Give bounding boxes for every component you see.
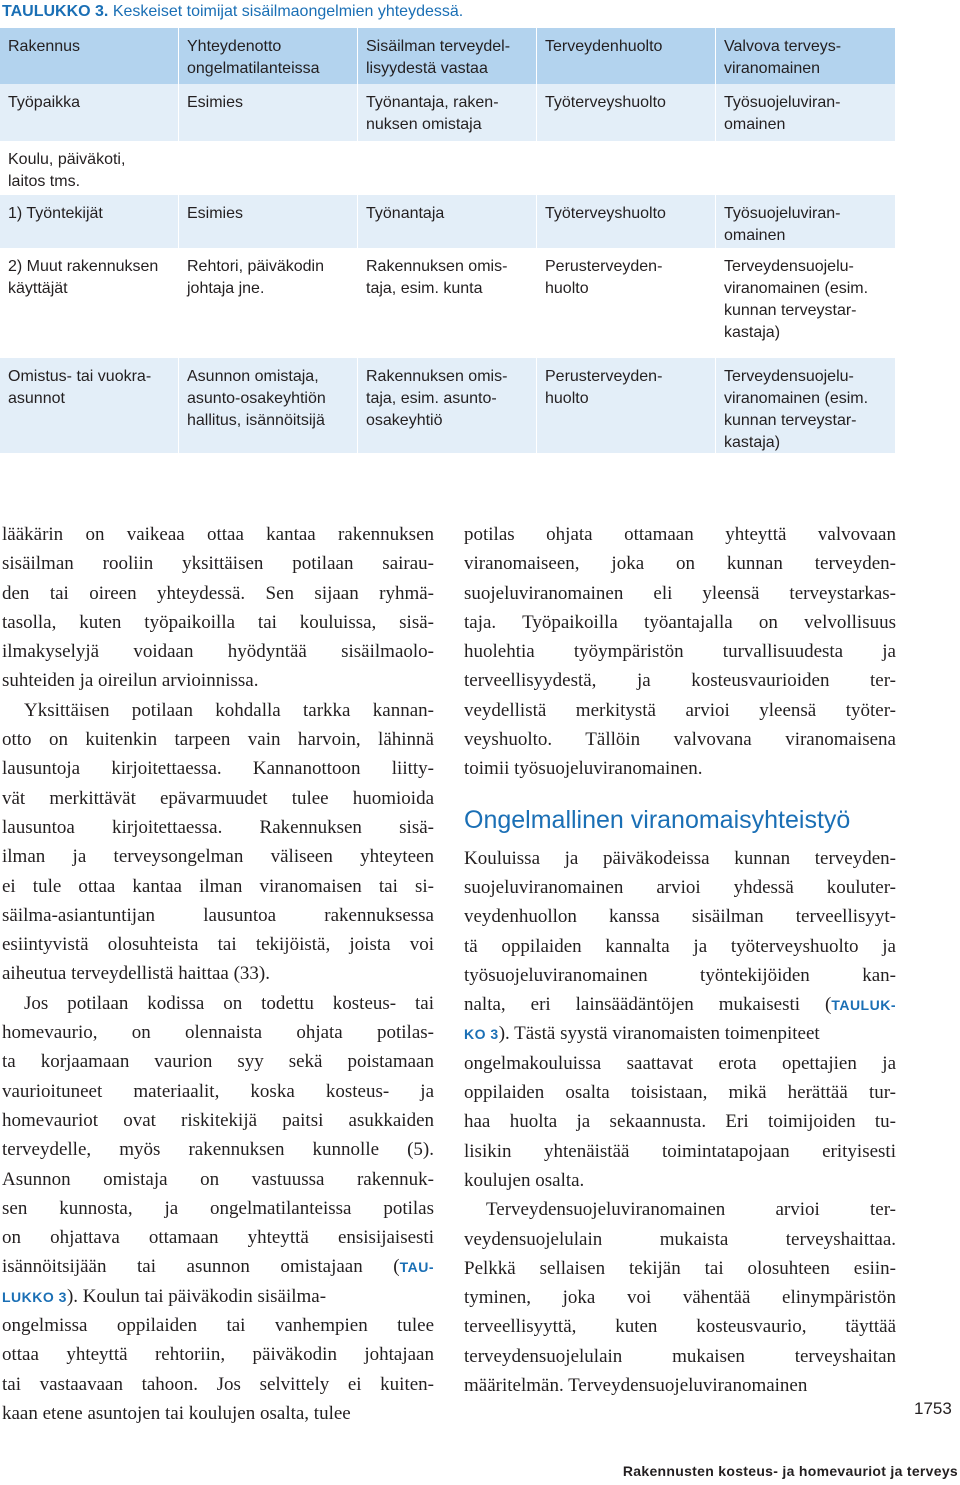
text-line: lausuntoa kirjoitettaessa. Rakennuksen sisä- — [2, 816, 434, 838]
text-line: terveellisyyttä, kuten kosteusvaurio, täyttää — [464, 1316, 896, 1338]
table-cell — [537, 195, 715, 248]
text-line: koulujen osalta. — [464, 1169, 585, 1191]
cell-line: Rakennus — [8, 38, 81, 55]
table-cell — [358, 84, 536, 141]
table-cell — [358, 195, 536, 248]
text-line: taja. Työpaikoilla työantajalla on velvollisuus — [464, 611, 896, 633]
cell-line: Työpaikka — [8, 94, 81, 111]
text-line: veydenhuollon kanssa sisäilman terveellisyyt- — [464, 906, 896, 928]
text-line: tai vastaavaan tahoon. Jos selvittely ei kuiten- — [2, 1373, 434, 1395]
column-divider — [715, 195, 716, 248]
text-line: työsuojeluviranomainen työntekijöiden kan- — [464, 964, 896, 986]
text-line — [464, 1019, 896, 1048]
cell-line: laitos tms. — [8, 173, 81, 190]
text-line: suhteiden ja oireilun arvioinnissa. — [2, 670, 259, 692]
text-line: viranomaiseen, joka on kunnan terveyden- — [464, 553, 896, 575]
cell-line: omainen — [724, 116, 786, 133]
column-divider — [357, 141, 358, 195]
table-cell — [537, 358, 715, 453]
text-line: homevaurio, on olennaista ohjata potilas- — [2, 1022, 434, 1044]
text-line: sen kunnosta, ja ongelmatilanteissa potilas — [2, 1197, 434, 1219]
table-cell — [179, 248, 357, 358]
cell-line: Työsuojeluviran- — [724, 205, 841, 222]
cell-line: asunnot — [8, 390, 65, 407]
table-header-cell — [0, 28, 178, 84]
table-cell — [716, 248, 895, 358]
cell-line: Valvova terveys- — [724, 38, 842, 55]
text-line: terveydensuojelulain mukaisen terveyshaitan — [464, 1345, 896, 1367]
cell-line: Työterveyshuolto — [545, 205, 666, 222]
table-cell — [358, 358, 536, 453]
text-line: lausuntoja kirjoitettaessa. Kannanottoon liitty- — [2, 758, 434, 780]
cell-line: Rehtori, päiväkodin — [187, 258, 324, 275]
table-cell — [179, 141, 357, 195]
text-line: terveydelle, myös rakennuksen kunnolle (5). — [2, 1139, 434, 1161]
right-text-column — [464, 520, 896, 1400]
cell-line: Perusterveyden- — [545, 258, 663, 275]
cell-line: Työnantaja — [366, 205, 445, 222]
column-divider — [357, 195, 358, 248]
cell-line: nuksen omistaja — [366, 116, 482, 133]
page-number: 1753 — [914, 1399, 952, 1418]
cell-line: Yhteydenotto — [187, 38, 282, 55]
text-line: homevauriot ovat riskitekijä paitsi asukkaiden — [2, 1109, 434, 1131]
cell-line: Asunnon omistaja, — [187, 368, 319, 385]
column-divider — [715, 248, 716, 358]
text-line: ei tule ottaa kantaa ilman viranomaisen tai si- — [2, 875, 434, 897]
text-line: ongelmakouluissa saattavat erota opettajien ja — [464, 1052, 896, 1074]
text-line: Terveydensuojeluviranomainen arvioi ter- — [486, 1199, 896, 1221]
table-cell — [179, 84, 357, 141]
column-divider — [536, 248, 537, 358]
cell-line: 1) Työntekijät — [8, 205, 103, 222]
text-line: lääkärin on vaikeaa ottaa kantaa rakennuksen — [2, 524, 434, 545]
cell-line: Rakennuksen omis- — [366, 368, 508, 385]
text-line: Kouluissa ja päiväkodeissa kunnan terveyden- — [464, 847, 896, 869]
text-line: tä oppilaiden kannalta ja työterveyshuolto ja — [464, 935, 896, 957]
table-header-cell — [358, 28, 536, 84]
text-line — [464, 990, 896, 1019]
text-fragment: ). Koulun tai päiväkodin sisäilma- — [66, 1285, 327, 1307]
cell-line: kastaja) — [724, 324, 781, 341]
table-row — [0, 358, 895, 453]
table-reference: LUKKO 3 — [2, 1288, 67, 1305]
text-line: aiheutua terveydellistä haittaa (33). — [2, 963, 270, 985]
table-caption-text: Keskeiset toimijat sisäilmaongelmien yhteydessä. — [112, 3, 464, 20]
text-line: ottaa yhteyttä rehtoriin, päiväkodin johtajaan — [2, 1344, 434, 1366]
text-line: Yksittäisen potilaan kohdalla tarkka kannan- — [24, 699, 434, 721]
table-row — [0, 84, 895, 141]
table-cell — [716, 141, 895, 195]
table-cell — [537, 248, 715, 358]
table-reference: KO 3 — [464, 1026, 499, 1043]
table-cell — [0, 358, 178, 453]
cell-line: huolto — [545, 390, 589, 407]
text-line: ilmakyselyjä voidaan hyödyntää sisäilmaolo- — [2, 641, 434, 663]
text-line: esiintyvistä olosuhteista tai tekijöistä, joista voi — [2, 934, 434, 956]
cell-line: Esimies — [187, 94, 244, 111]
cell-line: käyttäjät — [8, 280, 68, 297]
cell-line: taja, esim. kunta — [366, 280, 483, 297]
column-divider — [357, 358, 358, 453]
cell-line: Työnantaja, raken- — [366, 94, 499, 111]
cell-line: taja, esim. asunto- — [366, 390, 497, 407]
cell-line: Koulu, päiväkoti, — [8, 151, 126, 168]
cell-line: hallitus, isännöitsijä — [187, 412, 325, 429]
cell-line: Rakennuksen omis- — [366, 258, 508, 275]
table-cell — [0, 141, 178, 195]
column-divider — [536, 195, 537, 248]
text-line: ilman ja terveysongelman väliseen yhteyteen — [2, 846, 434, 868]
table-cell — [537, 141, 715, 195]
table-cell — [537, 84, 715, 141]
text-line: veydellistä merkitystä arvioi yleensä työter- — [464, 699, 896, 721]
table-cell — [716, 84, 895, 141]
text-line: lisikin yhtenäistää toimintatapojaan erityisesti — [464, 1140, 896, 1162]
cell-line: Terveydensuojelu- — [724, 258, 854, 275]
column-divider — [536, 84, 537, 141]
text-line: veyshuolto. Tällöin valvovana viranomaisena — [464, 729, 896, 751]
table-row — [0, 195, 895, 248]
cell-line: kunnan terveystar- — [724, 412, 857, 429]
cell-line: osakeyhtiö — [366, 412, 443, 429]
cell-line: viranomainen — [724, 60, 821, 77]
table-cell — [358, 141, 536, 195]
table-header-cell — [716, 28, 895, 84]
text-fragment: nalta, eri lainsäädäntöjen mukaisesti ( — [464, 994, 832, 1016]
column-divider — [178, 195, 179, 248]
column-divider — [536, 141, 537, 195]
text-line: on ohjattava ottamaan yhteyttä ensisijaisesti — [2, 1227, 434, 1249]
column-divider — [536, 28, 537, 84]
table-caption — [2, 2, 952, 22]
table-cell — [179, 358, 357, 453]
table-cell — [358, 248, 536, 358]
text-line: vaurioituneet materiaalit, koska kosteus- ja — [2, 1080, 434, 1102]
text-line: tyminen, joka voi vähentää elinympäristön — [464, 1287, 896, 1309]
table-cell — [0, 84, 178, 141]
text-line: toimii työsuojeluviranomainen. — [464, 758, 703, 780]
column-divider — [178, 141, 179, 195]
text-line: haa huolta ja sekaannusta. Eri toimijoiden tu- — [464, 1111, 896, 1133]
cell-line: Terveydenhuolto — [545, 38, 663, 55]
running-footer: Rakennusten kosteus- ja homevauriot ja terveys — [622, 1463, 958, 1479]
cell-line: 2) Muut rakennuksen — [8, 258, 159, 275]
column-divider — [178, 358, 179, 453]
text-line: ongelmissa oppilaiden tai vanhempien tulee — [2, 1315, 434, 1337]
cell-line: kunnan terveystar- — [724, 302, 857, 319]
column-divider — [715, 141, 716, 195]
column-divider — [178, 28, 179, 84]
text-line: kaan etene asuntojen tai koulujen osalta, tulee — [2, 1402, 351, 1424]
text-line — [2, 1252, 434, 1281]
text-line: Jos potilaan kodissa on todettu kosteus- tai — [24, 992, 434, 1014]
text-line: Pelkkä sellaisen tekijän tai olosuhteen esiin- — [464, 1257, 896, 1279]
cell-line: johtaja jne. — [187, 280, 265, 297]
cell-line: Työsuojeluviran- — [724, 94, 841, 111]
table-cell — [0, 248, 178, 358]
text-line: suojeluviranomainen arvioi yhdessä kouluter- — [464, 876, 896, 898]
text-line: määritelmän. Terveydensuojeluviranomainen — [464, 1375, 808, 1397]
text-line: oppilaiden osalta toisistaan, mikä herättää tur- — [464, 1082, 896, 1104]
column-divider — [357, 28, 358, 84]
text-line: säilma-asiantuntijan lausuntoa rakennuksessa — [2, 904, 434, 926]
column-divider — [357, 84, 358, 141]
text-line: terveellisyydestä, ja kosteusvaurioiden ter- — [464, 670, 896, 692]
cell-line: kastaja) — [724, 434, 781, 451]
text-line: veydensuojelulain mukaista terveyshaittaa. — [464, 1228, 896, 1250]
cell-line: omainen — [724, 227, 786, 244]
cell-line: lisyydestä vastaa — [366, 60, 488, 77]
table-header-cell — [179, 28, 357, 84]
text-line: den tai oireen yhteydessä. Sen sijaan ryhmä- — [2, 582, 434, 604]
text-line: suojeluviranomainen eli yleensä terveystarkas- — [464, 582, 896, 604]
cell-line: Terveydensuojelu- — [724, 368, 854, 385]
text-line: huolehtia työympäristön turvallisuudesta ja — [464, 641, 896, 663]
cell-line: viranomainen (esim. — [724, 390, 869, 407]
cell-line: ongelmatilanteissa — [187, 60, 320, 77]
column-divider — [178, 248, 179, 358]
table-row — [0, 248, 895, 358]
text-line: vät merkittävät epävarmuudet tulee huomioida — [2, 787, 434, 809]
cell-line: Omistus- tai vuokra- — [8, 368, 152, 385]
table-cell — [716, 358, 895, 453]
cell-line: Perusterveyden- — [545, 368, 663, 385]
column-divider — [715, 84, 716, 141]
cell-line: Työterveyshuolto — [545, 94, 666, 111]
text-line: sisäilman rooliin yksittäisen potilaan sairau- — [2, 553, 434, 575]
cell-line: Esimies — [187, 205, 244, 222]
text-line: ta korjaamaan vaurion syy sekä poistamaan — [2, 1051, 434, 1073]
cell-line: asunto-osakeyhtiön — [187, 390, 326, 407]
column-divider — [536, 358, 537, 453]
table-reference: TAU- — [399, 1259, 434, 1276]
section-heading: Ongelmallinen viranomaisyhteistyö — [464, 805, 851, 834]
table-caption-label: TAULUKKO 3. — [2, 3, 109, 20]
text-line — [2, 1282, 434, 1311]
column-divider — [178, 84, 179, 141]
column-divider — [357, 248, 358, 358]
table-reference: TAULUK- — [831, 997, 896, 1014]
text-fragment: ). Tästä syystä viranomaisten toimenpiteet — [498, 1023, 820, 1045]
table-cell — [716, 195, 895, 248]
table-cell — [0, 195, 178, 248]
table-cell — [179, 195, 357, 248]
column-divider — [715, 358, 716, 453]
table-row — [0, 141, 895, 195]
text-line: tasolla, kuten työpaikoilla tai kouluissa, sisä- — [2, 611, 434, 633]
cell-line: viranomainen (esim. — [724, 280, 869, 297]
text-line: potilas ohjata ottamaan yhteyttä valvovaan — [464, 524, 896, 545]
cell-line: huolto — [545, 280, 589, 297]
column-divider — [715, 28, 716, 84]
table-header-cell — [537, 28, 715, 84]
text-fragment: isännöitsijään tai asunnon omistajaan ( — [2, 1256, 400, 1278]
text-line: Asunnon omistaja on vastuussa rakennuk- — [2, 1168, 434, 1190]
text-line: otto on kuitenkin tarpeen vain harvoin, lähinnä — [2, 729, 434, 751]
table-header-row — [0, 28, 895, 84]
cell-line: Sisäilman terveydel- — [366, 38, 511, 55]
left-text-column — [2, 520, 434, 1428]
